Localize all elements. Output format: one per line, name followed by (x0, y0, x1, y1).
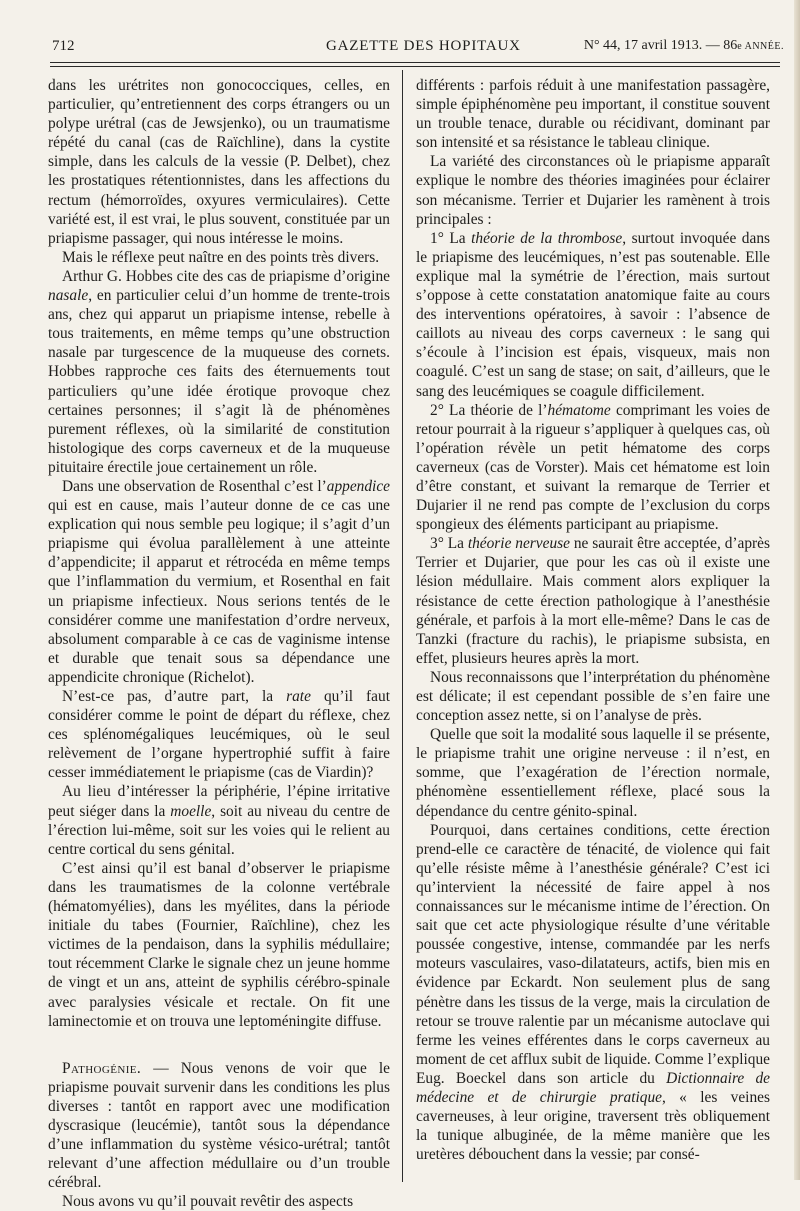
right-paragraph-7: Quelle que soit la modalité sous laquelle il se présente, le priapisme trahit une origine nerveuse : il n’est, en somme, que l’exagération de l’érection normale, phénomène essentiellement réflexe, placé sous la dépendance du centre génito-spinal. (416, 726, 770, 820)
text-run: qu’il faut considérer comme le point de départ du réflexe, chez ces splénomégaliques leucémiques, où le seul relèvement de l’organe hypertrophié suffit à faire cesser immédiatement le priapisme (cas de Viardin)? (48, 688, 390, 782)
section-heading: Pathogénie. (62, 1059, 142, 1077)
left-paragraph-9: Nous avons vu qu’il pouvait revêtir des aspects (62, 1193, 354, 1211)
left-column (48, 76, 390, 1211)
right-paragraph-8 (416, 821, 770, 1165)
emphasis: hématome (547, 401, 611, 419)
text-run: Dans une observation de Rosenthal c’est l’ (62, 477, 327, 495)
left-paragraph-6 (48, 782, 390, 858)
emphasis: nasale (48, 287, 89, 305)
journal-title: GAZETTE DES HOPITAUX (326, 38, 521, 54)
text-run: Arthur G. Hobbes cite des cas de priapisme d’origine (62, 267, 390, 285)
page-header (52, 38, 792, 60)
text-run: 3° La (430, 535, 468, 553)
right-paragraph-3 (416, 229, 770, 401)
text-run: 2° La théorie de l’ (430, 401, 548, 419)
left-paragraph-2: Mais le réflexe peut naître en des points très divers. (62, 248, 380, 266)
header-rule-bottom (50, 66, 780, 67)
text-run: — Nous venons de voir que le priapisme pouvait survenir dans les conditions les plus diverses : tantôt en rapport avec une modification dyscrasique (leucémie), tantôt sous la dépendance d’une inflammation du système vésico-urétral; tantôt relevant d’une affection médullaire ou d’un trouble cérébral. (48, 1059, 390, 1192)
page-edge-shadow (794, 0, 800, 1180)
text-run: , surtout invoquée dans le priapisme des leucémiques, n’est pas soutenable. Elle explique mal la symétrie de l’érection, mais surtout s’oppose à cette constatation anatomique faite au cours des interventions opératoires, à savoir : l’absence de caillots au niveau des corps caverneux : le sang qui s’écoule à l’incision est épais, visqueux, mais non coagulé. C’est un sang de stase; on sait, d’ailleurs, que le sang des leucémiques se coagule difficilement. (416, 229, 771, 400)
right-paragraph-5 (416, 534, 770, 668)
issue-date: N° 44, 17 avril 1913. — 86 (583, 38, 738, 53)
text-run: Au lieu d’intéresser la périphérie, l’épine irritative peut siéger dans la (48, 783, 390, 820)
text-run: N’est-ce pas, d’autre part, la (62, 688, 287, 705)
text-run: , soit au niveau du centre de l’érection lui-même, soit sur les voies qui le relient au centre cortical du sens génital. (48, 802, 390, 858)
right-paragraph-2: La variété des circonstances où le priapisme apparaît explique le nombre des théories imaginées pour éclairer son mécanisme. Terrier et Dujarier les ramènent à trois principales : (416, 153, 770, 228)
left-paragraph-5 (48, 687, 390, 782)
right-paragraph-6: Nous reconnaissons que l’interprétation du phénomène est délicate; il est cependant possible de s’en faire une conception assez nette, si on l’analyse de près. (416, 668, 770, 725)
emphasis: appendice (326, 477, 390, 495)
text-run: 1° La (430, 229, 472, 247)
page-number: 712 (52, 38, 75, 54)
text-run: , « les veines caverneuses, à leur origine, traversent très obliquement la tunique albuginée, de la même manière que les uretères débouchent dans la vessie; par consé- (416, 1088, 770, 1164)
text-run: ne saurait être acceptée, d’après Terrier et Dujarier, que pour les cas où il existe une lésion médullaire. Mais comment alors expliquer la résistance de cette érection pathologique à l’anesthésie générale, et parfois à la mort elle-même? Dans le cas de Tanzki (fracture du rachis), le priapisme subsista, en effet, plusieurs heures après la mort. (416, 535, 770, 667)
left-paragraph-7: C’est ainsi qu’il est banal d’observer le priapisme dans les traumatismes de la colonne vertébrale (hématomyélies), dans les myélites, dans la période initiale du tabes (Fournier, Raïchline), chez les victimes de la pendaison, dans la syphilis médullaire; tout récemment Clarke le signale chez un jeune homme de vingt et un ans, atteint de syphilis cérébro-spinale avec paralysies vésicale et rectale. On fit une laminectomie et on trouva une leptoméningite diffuse. (48, 859, 390, 1030)
right-column (416, 76, 770, 1164)
left-paragraph-3 (48, 267, 390, 477)
right-paragraph-1: différents : parfois réduit à une manifestation passagère, simple épiphénomène peu important, il constitue souvent un trouble tenace, durable ou récidivant, dominant par son intensité et sa résistance le tableau clinique. (416, 77, 770, 152)
pathogenie-section (48, 1059, 390, 1193)
text-run: , en particulier celui d’un homme de trente-trois ans, chez qui apparut un priapisme intense, rebelle à tous traitements, en même temps qu’une obstruction nasale par turgescence de la muqueuse des cornets. Hobbes rapproche ces faits des éternuements tout particuliers qu’une idée érotique provoque chez certaines personnes; il s’agit là de phénomènes purement réflexes, où la similarité de constitution histologique des corps caverneux et de la muqueuse pituitaire érectile joue certainement un rôle. (48, 287, 390, 476)
text-run: comprimant les voies de retour pourrait à la rigueur s’appliquer à quelques cas, où l’opération révèle un petit hématome des corps caverneux (cas de Vorster). Mais cet hématome est loin d’être constant, et suivant la remarque de Terrier et Dujarier il ne rend pas compte de l’exclusion du corps spongieux des éléments participant au priapisme. (416, 401, 770, 534)
emphasis: théorie de la thrombose (471, 229, 623, 247)
column-divider (402, 70, 403, 1182)
emphasis: théorie nerveuse (467, 535, 570, 553)
issue-year-label: e ANNÉE. (737, 41, 784, 52)
right-paragraph-4 (416, 401, 770, 535)
emphasis: rate (286, 688, 311, 705)
text-run: Pourquoi, dans certaines conditions, cette érection prend-elle ce caractère de ténacité, de violence qui fait qu’elle résiste même à l’anesthésie générale? C’est ici qu’intervient la nécessité de faire appel à nos connaissances sur le mécanisme intime de l’érection. On sait que cet acte physiologique résulte d’une véritable poussée congestive, intense, commandée par les nerfs moteurs vasculaires, vaso-dilatateurs, actifs, bien mis en évidence par Eckardt. Non seulement plus de sang pénètre dans les tissus de la verge, mais la circulation de retour se trouve ralentie par un mécanisme autoclave qui ferme les veines efférentes dans le corps caverneux au moment de cet afflux subit de liquide. Comme l’explique Eug. Boeckel dans son article du (416, 821, 770, 1087)
emphasis: moelle (170, 802, 212, 820)
left-paragraph-4 (48, 477, 390, 687)
left-paragraph-1: dans les urétrites non gonococciques, celles, en particulier, qu’entretiennent des corps étrangers ou un polype urétral (cas de Jewsjenko), ou un traumatisme répété du canal (cas de Raïchline), dans la cystite simple, dans les calculs de la vessie (P. Delbet), chez les prostatiques rétentionnistes, dans les affections du rectum (hémorroïdes, oxyures vermiculaires). Cette variété est, il est vrai, le plus souvent, constituée par un priapisme passager, qui nous intéresse le moins. (48, 77, 390, 247)
header-rule-top (50, 62, 780, 63)
issue-info (584, 38, 784, 54)
text-run: qui est en cause, mais l’auteur donne de ce cas une explication qui nous semble peu logique; il s’agit d’un priapisme qui évolua parallèlement à une atteinte d’appendicite; il apparut et rétrocéda en même temps que l’inflammation du vermium, et Rosenthal en fait un priapisme infectieux. Nous serions tentés de le considérer comme une manifestation d’ordre nerveux, absolument comparable à ce cas de vaginisme intense et durable que tenait sous sa dépendance une appendicite chronique (Richelot). (48, 497, 390, 686)
emphasis: Dictionnaire de médecine et de chirurgie pratique (416, 1069, 770, 1106)
